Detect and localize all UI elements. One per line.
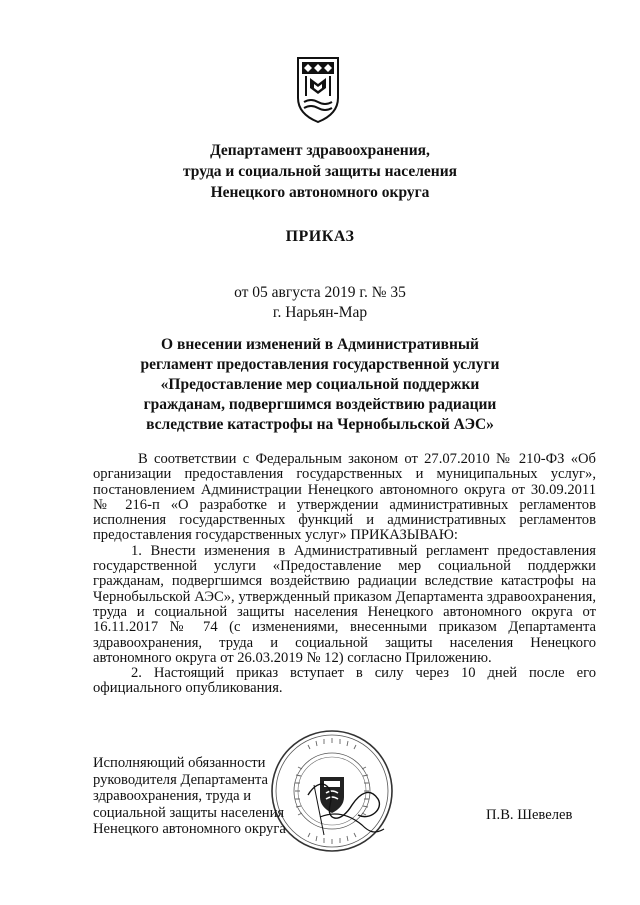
dept-line: труда и социальной защиты населения — [182, 163, 458, 180]
date-place-block — [0, 283, 640, 323]
coat-of-arms-icon — [296, 54, 340, 124]
subject-line: регламент предоставления государственной услуги — [140, 356, 500, 373]
preamble-paragraph: В соответствии с Федеральным законом от 27.07.2010 № 210-ФЗ «Об организации предоставления государственных и муниципальных услуг», постановлением Администрации Ненецкого автономного округа от 30.09.2011 № 216-п «О разработке и утверждении административных регламентов исполнения государственных функций и административных регламентов предоставления государственных услуг» ПРИКАЗЫВАЮ: — [93, 451, 596, 544]
order-place: г. Нарьян-Мар — [272, 304, 368, 321]
order-date: от 05 августа 2019 г. № 35 — [234, 284, 406, 301]
dept-line: Департамент здравоохранения, — [210, 142, 430, 159]
signer-title-line: руководителя Департамента — [93, 771, 269, 788]
order-item-2: 2. Настоящий приказ вступает в силу через 10 дней после его официального опубликования. — [93, 665, 596, 697]
order-item-1: 1. Внести изменения в Административный регламент предоставления государственной услуги «Предоставление мер социальной поддержки гражданам, подвергшимся воздействию радиации вследствие катастрофы на Чернобыльской АЭС», утвержденный приказом Департамента здравоохранения, труда и социальной защиты населения Ненецкого автономного округа от 16.11.2017 № 74 (с изменениями, внесенными приказом Департамента здравоохранения, труда и социальной защиты населения Ненецкого автономного округа от 26.03.2019 № 12) согласно Приложению. — [93, 542, 596, 666]
order-subject — [0, 335, 640, 435]
signer-title-line: Исполняющий обязанности — [93, 755, 266, 771]
signer-name: П.В. Шевелев — [486, 807, 573, 823]
department-header — [0, 140, 640, 203]
subject-line: гражданам, подвергшимся воздействию радиации — [143, 396, 497, 413]
subject-line: «Предоставление мер социальной поддержки — [160, 376, 480, 393]
signer-title-line: Ненецкого автономного округа — [93, 821, 286, 837]
signer-title-line: социальной защиты населения — [93, 804, 285, 821]
dept-line: Ненецкого автономного округа — [210, 184, 430, 201]
document-type: ПРИКАЗ — [285, 228, 355, 245]
signer-title-line: здравоохранения, труда и — [93, 788, 252, 804]
subject-line: вследствие катастрофы на Чернобыльской АЭС» — [146, 416, 494, 433]
subject-line: О внесении изменений в Административный — [161, 336, 479, 353]
order-body — [93, 452, 596, 697]
signer-title-block — [93, 755, 333, 838]
